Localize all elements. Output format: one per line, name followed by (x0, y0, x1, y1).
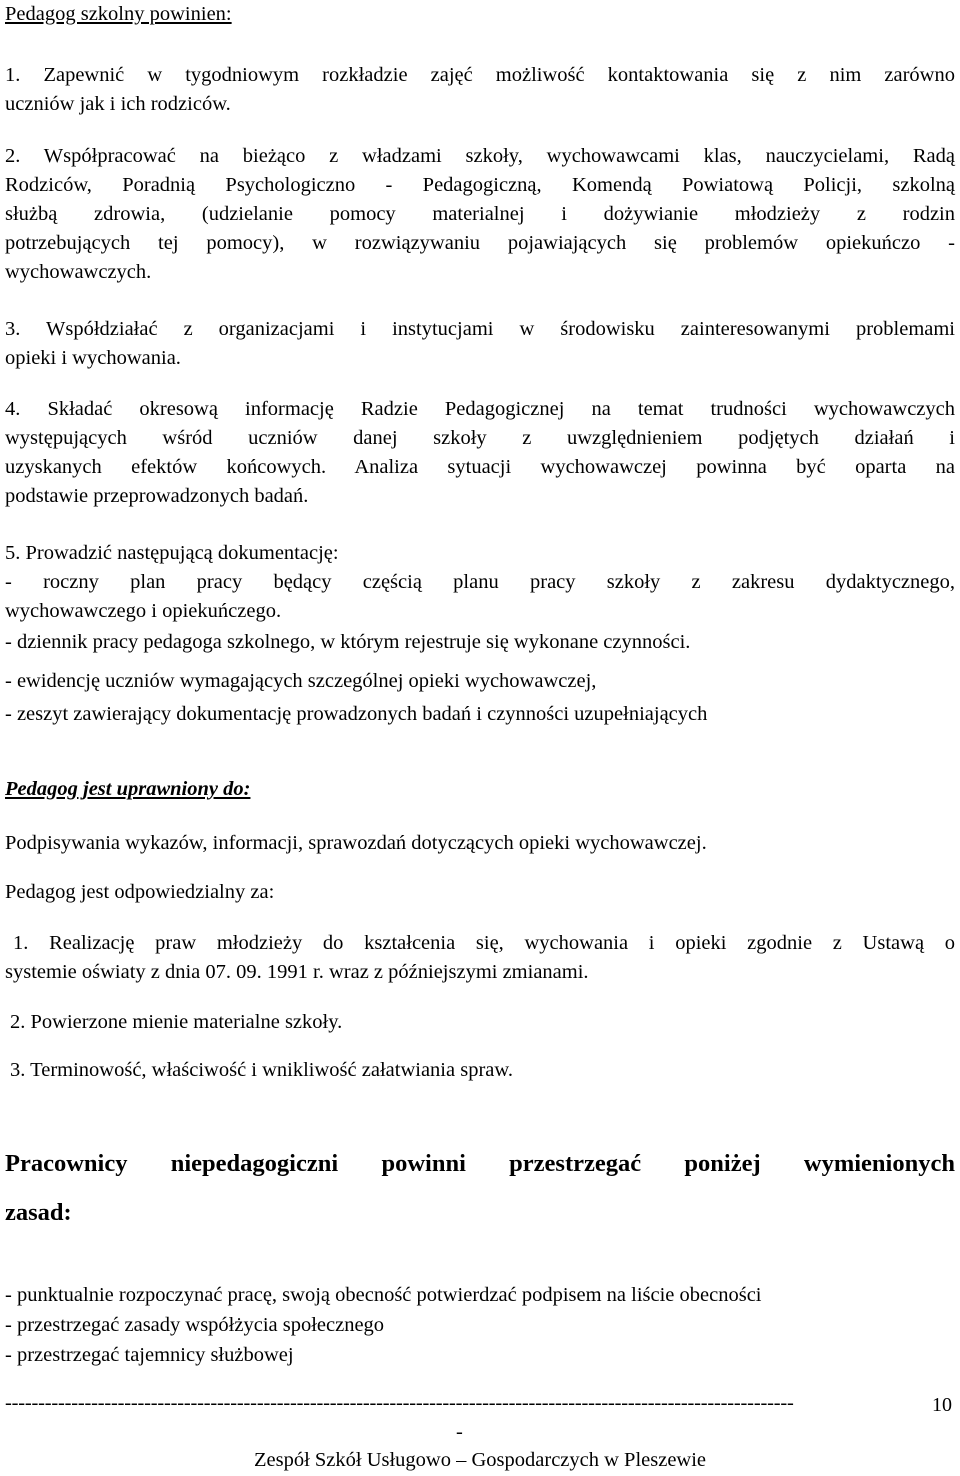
footer-hyphen: - (456, 1421, 463, 1443)
item-5-line-6: - zeszyt zawierający dokumentację prowadzonych badań i czynności uzupełniających (5, 703, 708, 725)
item-4-line-1: 4. Składać okresową informację Radzie Pedagogicznej na temat trudności wychowawczych (5, 398, 955, 420)
item-5-line-5: - ewidencję uczniów wymagających szczególnej opieki wychowawczej, (5, 670, 597, 692)
odpowiedzialny-item-2: 2. Powierzone mienie materialne szkoły. (10, 1011, 343, 1033)
item-3-line-2: opieki i wychowania. (5, 347, 181, 369)
heading-uprawniony: Pedagog jest uprawniony do: (5, 778, 251, 800)
zasada-1: - punktualnie rozpoczynać pracę, swoją obecność potwierdzać podpisem na liście obecności (5, 1284, 762, 1306)
item-4-line-2: występujących wśród uczniów danej szkoły z uwzględnieniem podjętych działań i (5, 427, 955, 449)
item-5-line-2: - roczny plan pracy będący częścią planu pracy szkoły z zakresu dydaktycznego, (5, 571, 955, 593)
footer-school-name: Zespół Szkół Usługowo – Gospodarczych w Pleszewie (253, 1449, 707, 1471)
item-2-line-1: 2. Współpracować na bieżąco z władzami szkoły, wychowawcami klas, nauczycielami, Radą (5, 145, 955, 167)
item-1-line-1: 1. Zapewnić w tygodniowym rozkładzie zajęć możliwość kontaktowania się z nim zarówno (5, 64, 955, 86)
item-5-line-1: 5. Prowadzić następującą dokumentację: (5, 542, 339, 564)
item-1-line-2: uczniów jak i ich rodziców. (5, 93, 231, 115)
item-5-line-3: wychowawczego i opiekuńczego. (5, 600, 282, 622)
item-5-line-4: - dziennik pracy pedagoga szkolnego, w którym rejestruje się wykonane czynności. (5, 631, 691, 653)
intro-heading: Pedagog szkolny powinien: (5, 3, 232, 25)
odpowiedzialny-item-3: 3. Terminowość, właściwość i wnikliwość załatwiania spraw. (10, 1059, 513, 1081)
zasada-2: - przestrzegać zasady współżycia społecznego (5, 1314, 385, 1336)
footer-rule: ----------------------------------------------------------------------------------------------------------------------- (5, 1392, 794, 1414)
item-4-line-3: uzyskanych efektów końcowych. Analiza sytuacji wychowawczej powinna być oparta na (5, 456, 955, 478)
odpowiedzialny-heading: Pedagog jest odpowiedzialny za: (5, 881, 275, 903)
item-2-line-2: Rodziców, Poradnią Psychologiczno - Pedagogiczną, Komendą Powiatową Policji, szkolną (5, 174, 955, 196)
heading-pracownicy-line-2: zasad: (5, 1199, 72, 1226)
item-3-line-1: 3. Współdziałać z organizacjami i instytucjami w środowisku zainteresowanymi problemami (5, 318, 955, 340)
odpowiedzialny-item-1-line-1: 1. Realizację praw młodzieży do kształcenia się, wychowania i opieki zgodnie z Ustawą o (13, 932, 955, 954)
item-4-line-4: podstawie przeprowadzonych badań. (5, 485, 309, 507)
odpowiedzialny-item-1-line-2: systemie oświaty z dnia 07. 09. 1991 r. wraz z późniejszymi zmianami. (5, 961, 589, 983)
heading-pracownicy-line-1: Pracownicy niepedagogiczni powinni przestrzegać poniżej wymienionych (5, 1150, 955, 1177)
uprawniony-text: Podpisywania wykazów, informacji, sprawozdań dotyczących opieki wychowawczej. (5, 832, 707, 854)
item-2-line-3: służbą zdrowia, (udzielanie pomocy materialnej i dożywianie młodzieży z rodzin (5, 203, 955, 225)
item-2-line-4: potrzebujących tej pomocy), w rozwiązywaniu pojawiających się problemów opiekuńczo - (5, 232, 955, 254)
zasada-3: - przestrzegać tajemnicy służbowej (5, 1344, 294, 1366)
item-2-line-5: wychowawczych. (5, 261, 152, 283)
page-number: 10 (932, 1394, 952, 1416)
